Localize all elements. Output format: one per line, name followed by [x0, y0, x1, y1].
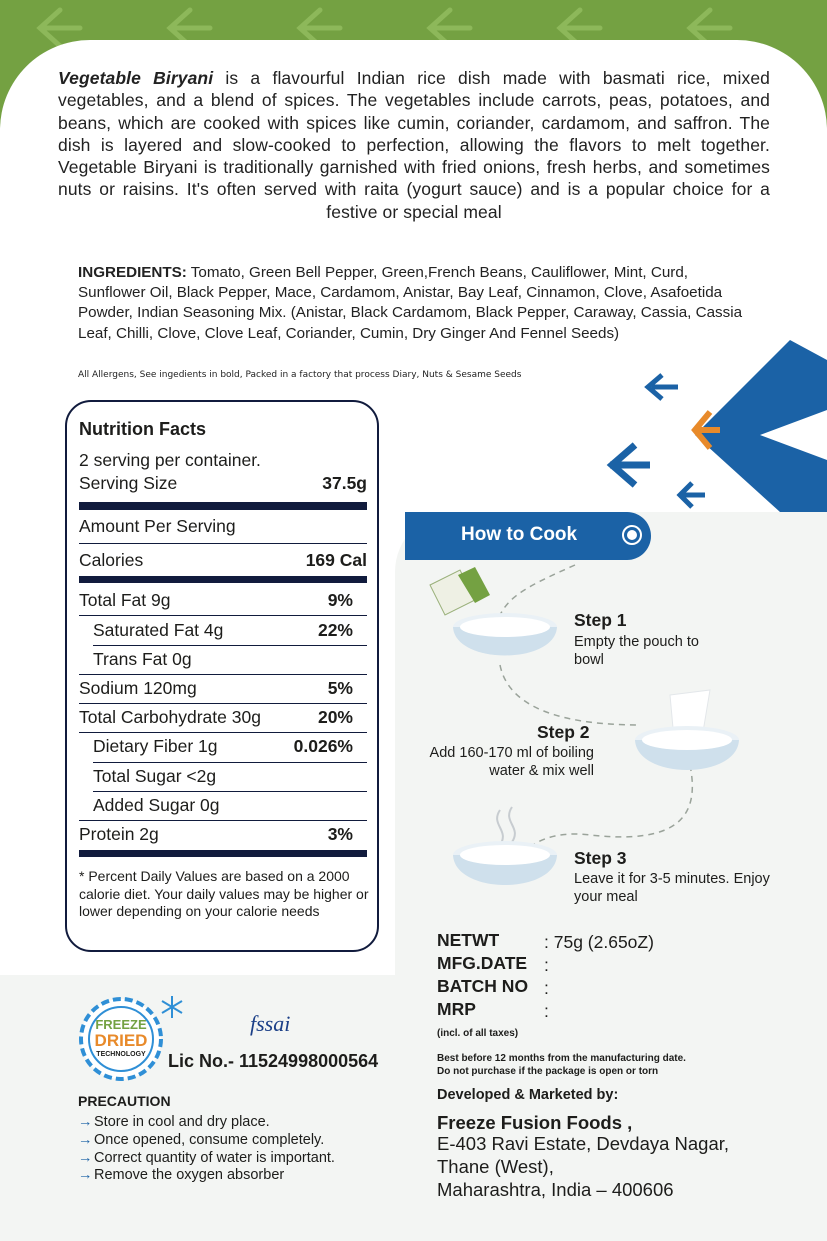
ingredients-label: INGREDIENTS:	[78, 264, 187, 281]
divider	[93, 791, 367, 792]
calories-label: Calories	[79, 550, 144, 570]
serving-size-value: 37.5g	[322, 473, 367, 493]
nutrient-row	[79, 824, 367, 848]
bowl-icon	[453, 613, 557, 656]
divider	[93, 762, 367, 763]
description-text: is a flavourful Indian rice dish made with basmati rice, mixed vegetables, and a blend of spices. The vegetables include carrots, peas, potatoes, and beans, which are cooked with spices like cumin, coriander, cardamom, and saffron. The dish is layered and slow-cooked to perfection, allowing the flavors to melt together. Vegetable Biryani is traditionally garnished with fried onions, fresh herbs, and sometimes nuts or raisins. It's often served with raita (yogurt sauce) and is a popular choice for a festive or special meal	[58, 68, 770, 222]
product-description	[58, 67, 770, 223]
mrp-value: :	[544, 1001, 549, 1021]
nutrient-label: Total Carbohydrate 30g	[79, 707, 261, 727]
divider-thick	[79, 502, 367, 510]
divider	[79, 703, 367, 704]
divider	[93, 645, 367, 646]
nutrient-row	[93, 736, 367, 760]
developed-by-label: Developed & Marketed by:	[437, 1087, 619, 1103]
calories-value: 169 Cal	[305, 550, 367, 570]
net-weight-value: : 75g (2.65oZ)	[544, 932, 654, 952]
address-line-1: E-403 Ravi Estate, Devdaya Nagar,	[437, 1133, 730, 1154]
fssai-logo: fssai	[250, 1011, 291, 1036]
nutrient-value: 3%	[327, 824, 353, 844]
badge-line-2: DRIED	[94, 1031, 148, 1050]
daily-value-note: * Percent Daily Values are based on a 2000 calorie diet. Your daily values may be higher or lower depending on your calorie needs	[79, 868, 369, 919]
nutrient-row	[79, 678, 367, 702]
nutrient-value: 20%	[317, 707, 353, 727]
decorative-arrows-icon	[600, 340, 827, 512]
badge-line-1: FREEZE	[95, 1017, 147, 1032]
step-3-text: Leave it for 3-5 minutes. Enjoy your meal	[574, 871, 770, 905]
nutrient-label: Protein 2g	[79, 824, 159, 844]
serving-size-row	[79, 473, 367, 497]
nutrient-label: Total Fat 9g	[79, 590, 171, 610]
snowflake-icon	[162, 996, 182, 1018]
divider	[79, 732, 367, 733]
best-before: Best before 12 months from the manufacturing date.	[437, 1053, 686, 1064]
license-number: Lic No.- 11524998000564	[168, 1051, 379, 1071]
nutrition-title: Nutrition Facts	[79, 419, 207, 439]
arrow-right-icon: →	[78, 1167, 93, 1184]
precaution-text: Correct quantity of water is important.	[94, 1149, 335, 1166]
list-item	[78, 1114, 335, 1132]
step-1-title: Step 1	[574, 610, 627, 630]
pouch-icon	[430, 567, 490, 615]
list-item	[78, 1150, 335, 1168]
divider-thick	[79, 850, 367, 857]
amount-per-serving-label: Amount Per Serving	[79, 516, 236, 536]
address-line-2: Thane (West),	[437, 1156, 554, 1177]
nutrient-row	[93, 649, 367, 673]
nutrient-row	[93, 620, 367, 644]
list-item	[78, 1132, 335, 1150]
list-item	[78, 1167, 335, 1185]
divider	[79, 543, 367, 544]
servings-per-container	[79, 450, 367, 474]
precaution-text: Store in cool and dry place.	[94, 1114, 270, 1130]
company-name: Freeze Fusion Foods ,	[437, 1112, 633, 1133]
ingredients	[78, 263, 758, 344]
bowl-icon	[635, 690, 739, 770]
nutrient-label: Saturated Fat 4g	[93, 620, 224, 640]
mfg-date-label: MFG.DATE	[437, 953, 528, 973]
precaution-title: PRECAUTION	[78, 1093, 171, 1109]
how-to-cook-header	[405, 512, 651, 560]
mrp-label: MRP	[437, 999, 476, 1019]
servings-text: 2 serving per container.	[79, 450, 261, 470]
product-name: Vegetable Biryani	[58, 68, 214, 88]
nutrient-value: 9%	[327, 590, 353, 610]
address-line-3: Maharashtra, India – 400606	[437, 1179, 674, 1200]
bowl-icon	[453, 807, 557, 885]
nutrient-label: Trans Fat 0g	[93, 649, 192, 669]
batch-value: :	[544, 978, 549, 998]
net-weight-label: NETWT	[437, 930, 500, 950]
nutrient-row	[93, 766, 367, 790]
nutrient-value: 5%	[327, 678, 353, 698]
nutrient-label: Dietary Fiber 1g	[93, 736, 218, 756]
nutrition-facts-panel	[65, 400, 379, 952]
ingredients-text: Tomato, Green Bell Pepper, Green,French Beans, Cauliflower, Mint, Curd, Sunflower Oil, Black Pepper, Mace, Cardamom, Anistar, Bay Leaf, Cinnamon, Clove, Asafoetida Powder, Indian Seasoning Mix. (Anistar, Black Cardamom, Black Pepper, Caraway, Cassia, Cassia Leaf, Chilli, Clove, Clove Leaf, Coriander, Cumin, Dry Ginger And Fennel Seeds)	[78, 264, 743, 342]
mfg-date-value: :	[544, 955, 549, 975]
taxes-note: (incl. of all taxes)	[437, 1028, 519, 1039]
arrow-right-icon: →	[78, 1114, 93, 1130]
step-3-title: Step 3	[574, 848, 627, 868]
step-2-title: Step 2	[537, 722, 590, 742]
nutrient-value: 22%	[317, 620, 353, 640]
nutrient-value: 0.026%	[293, 736, 353, 756]
serving-size-label: Serving Size	[79, 473, 178, 493]
calories-row	[79, 550, 367, 574]
precaution-text: Remove the oxygen absorber	[94, 1167, 285, 1184]
arrow-right-icon: →	[78, 1131, 93, 1148]
divider	[79, 615, 367, 616]
step-1-text: Empty the pouch to bowl	[574, 634, 699, 668]
precaution-list	[78, 1114, 335, 1185]
divider	[79, 820, 367, 821]
radio-dot-icon	[622, 525, 642, 545]
badge-line-3: TECHNOLOGY	[96, 1051, 146, 1058]
nutrient-row	[93, 795, 367, 819]
batch-label: BATCH NO	[437, 976, 529, 996]
divider-thick	[79, 576, 367, 583]
nutrient-row	[79, 707, 367, 731]
nutrient-label: Added Sugar 0g	[93, 795, 220, 815]
nutrient-row	[79, 590, 367, 614]
divider	[79, 674, 367, 675]
amount-per-serving	[79, 516, 367, 540]
step-2-text: Add 160-170 ml of boiling water & mix well	[429, 745, 594, 779]
precaution-text: Once opened, consume completely.	[94, 1131, 325, 1148]
do-not-purchase: Do not purchase if the package is open or torn	[437, 1066, 659, 1077]
allergen-note: All Allergens, See ingedients in bold, Packed in a factory that process Diary, Nuts & Sesame Seeds	[78, 370, 522, 380]
nutrient-label: Sodium 120mg	[79, 678, 197, 698]
arrow-right-icon: →	[78, 1149, 93, 1166]
how-to-cook-title: How to Cook	[461, 524, 578, 545]
nutrient-label: Total Sugar <2g	[93, 766, 217, 786]
